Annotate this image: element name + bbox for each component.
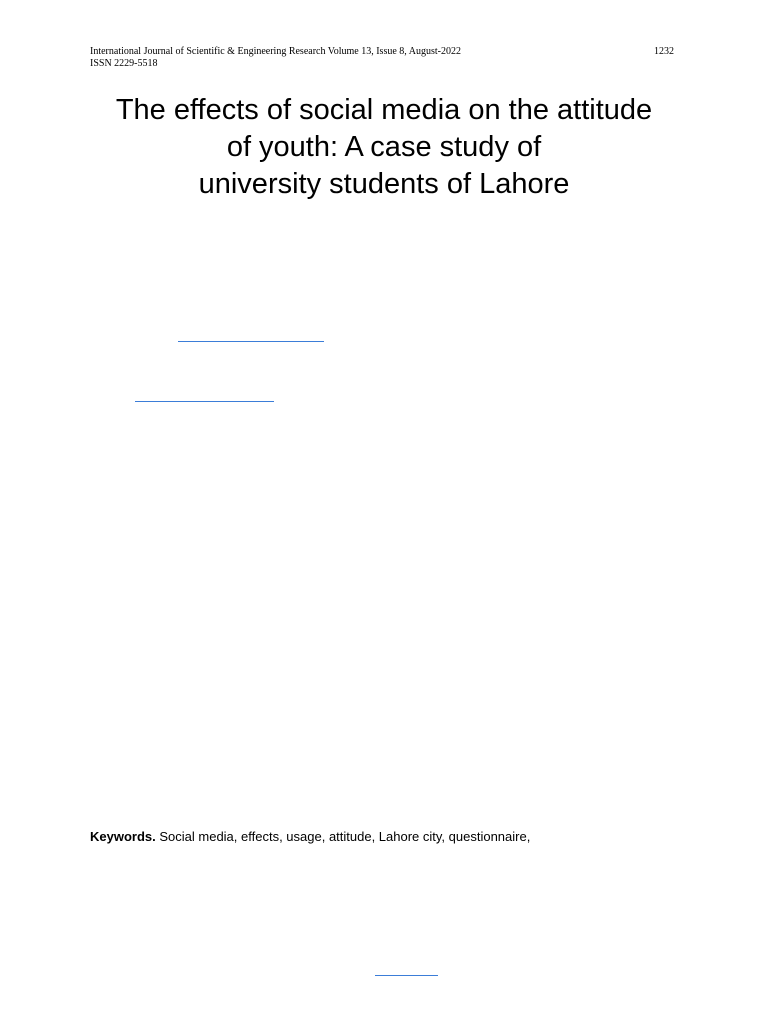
keywords-label: Keywords. [90,829,156,844]
author-email-link-underline-2[interactable] [135,401,274,402]
author-email-link-underline[interactable] [178,341,324,342]
footer-link-underline[interactable] [375,975,438,976]
keywords-text: Social media, effects, usage, attitude, Lahore city, questionnaire, [155,829,531,844]
journal-citation: International Journal of Scientific & Engineering Research Volume 13, Issue 8, August-2022 [90,46,461,57]
title-line-1: The effects of social media on the attitude [115,94,653,126]
keywords-paragraph [90,829,530,845]
issn: ISSN 2229-5518 [90,58,158,69]
header-row [90,46,674,58]
title-line-2: of youth: A case study of [226,131,542,163]
running-header [90,46,674,70]
page-number: 1232 [654,46,674,57]
title-line-3: university students of Lahore [198,168,570,200]
paper-title [60,92,708,203]
